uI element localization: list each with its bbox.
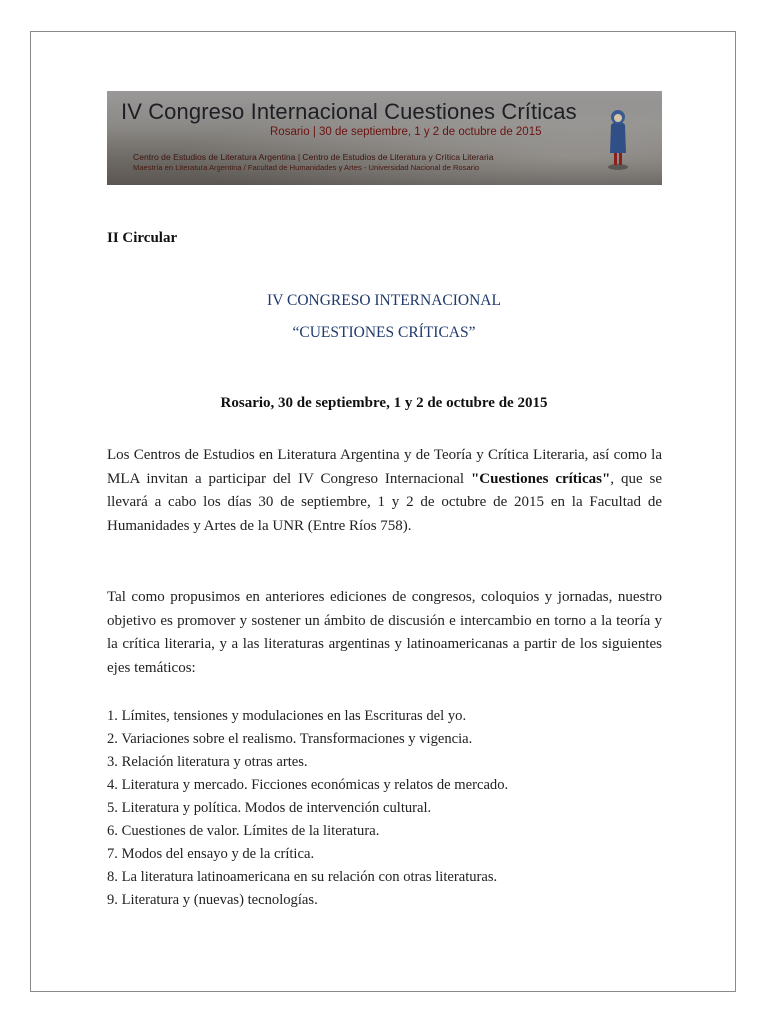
intro-text-end: , que se llevará a cabo los días 30 de septiembre, 1 y 2 de octubre de 2015 en la Facultad de Humanidades y Artes de la UNR (Entre Ríos 758).: [107, 470, 662, 534]
congress-title-line2: “CUESTIONES CRÍTICAS”: [292, 324, 476, 341]
list-item: 8. La literatura latinoamericana en su relación con otras literaturas.: [107, 869, 498, 885]
banner-subtitle: Rosario | 30 de septiembre, 1 y 2 de octubre de 2015: [270, 126, 542, 138]
place-and-date: Rosario, 30 de septiembre, 1 y 2 de octubre de 2015: [220, 395, 548, 411]
list-item: 6. Cuestiones de valor. Límites de la literatura.: [107, 823, 380, 839]
objective-paragraph: Tal como propusimos en anteriores ediciones de congresos, coloquios y jornadas, nuestro objetivo es promover y sostener un ámbito de discusión e intercambio en torno a la teoría y la crítica literaria, y a las literaturas argentinas y latinoamericanas a partir de los siguientes ejes temáticos:: [107, 589, 662, 676]
banner-sponsors: Maestría en Literatura Argentina / Facultad de Humanidades y Artes - Universidad Nacional de Rosario: [133, 163, 480, 172]
list-item: 9. Literatura y (nuevas) tecnologías.: [107, 892, 318, 908]
intro-paragraph: [107, 444, 662, 538]
list-item: 5. Literatura y política. Modos de intervención cultural.: [107, 800, 432, 816]
list-item: 7. Modos del ensayo y de la crítica.: [107, 846, 315, 862]
intro-text-start: Los Centros de Estudios en Literatura Argentina y de Teoría y Crítica Literaria, así como la MLA invitan a participar del IV Congreso Internacional: [107, 447, 662, 487]
list-item: 3. Relación literatura y otras artes.: [107, 754, 308, 770]
list-item: 1. Límites, tensiones y modulaciones en las Escrituras del yo.: [107, 708, 467, 724]
list-item: 4. Literatura y mercado. Ficciones económicas y relatos de mercado.: [107, 777, 509, 793]
congress-title-line1: IV CONGRESO INTERNACIONAL: [267, 292, 501, 309]
list-item: 2. Variaciones sobre el realismo. Transformaciones y vigencia.: [107, 731, 473, 747]
figurine-illustration: [607, 105, 629, 171]
circular-label: II Circular: [107, 230, 178, 246]
congress-name-bold: "Cuestiones críticas": [470, 470, 611, 487]
banner-organizers: Centro de Estudios de Literatura Argentina | Centro de Estudios de Literatura y Crítica Literaria: [133, 152, 494, 162]
banner-title: IV Congreso Internacional Cuestiones Críticas: [121, 99, 577, 124]
thematic-axes-list: [107, 705, 508, 912]
congress-banner-image: [107, 91, 662, 185]
